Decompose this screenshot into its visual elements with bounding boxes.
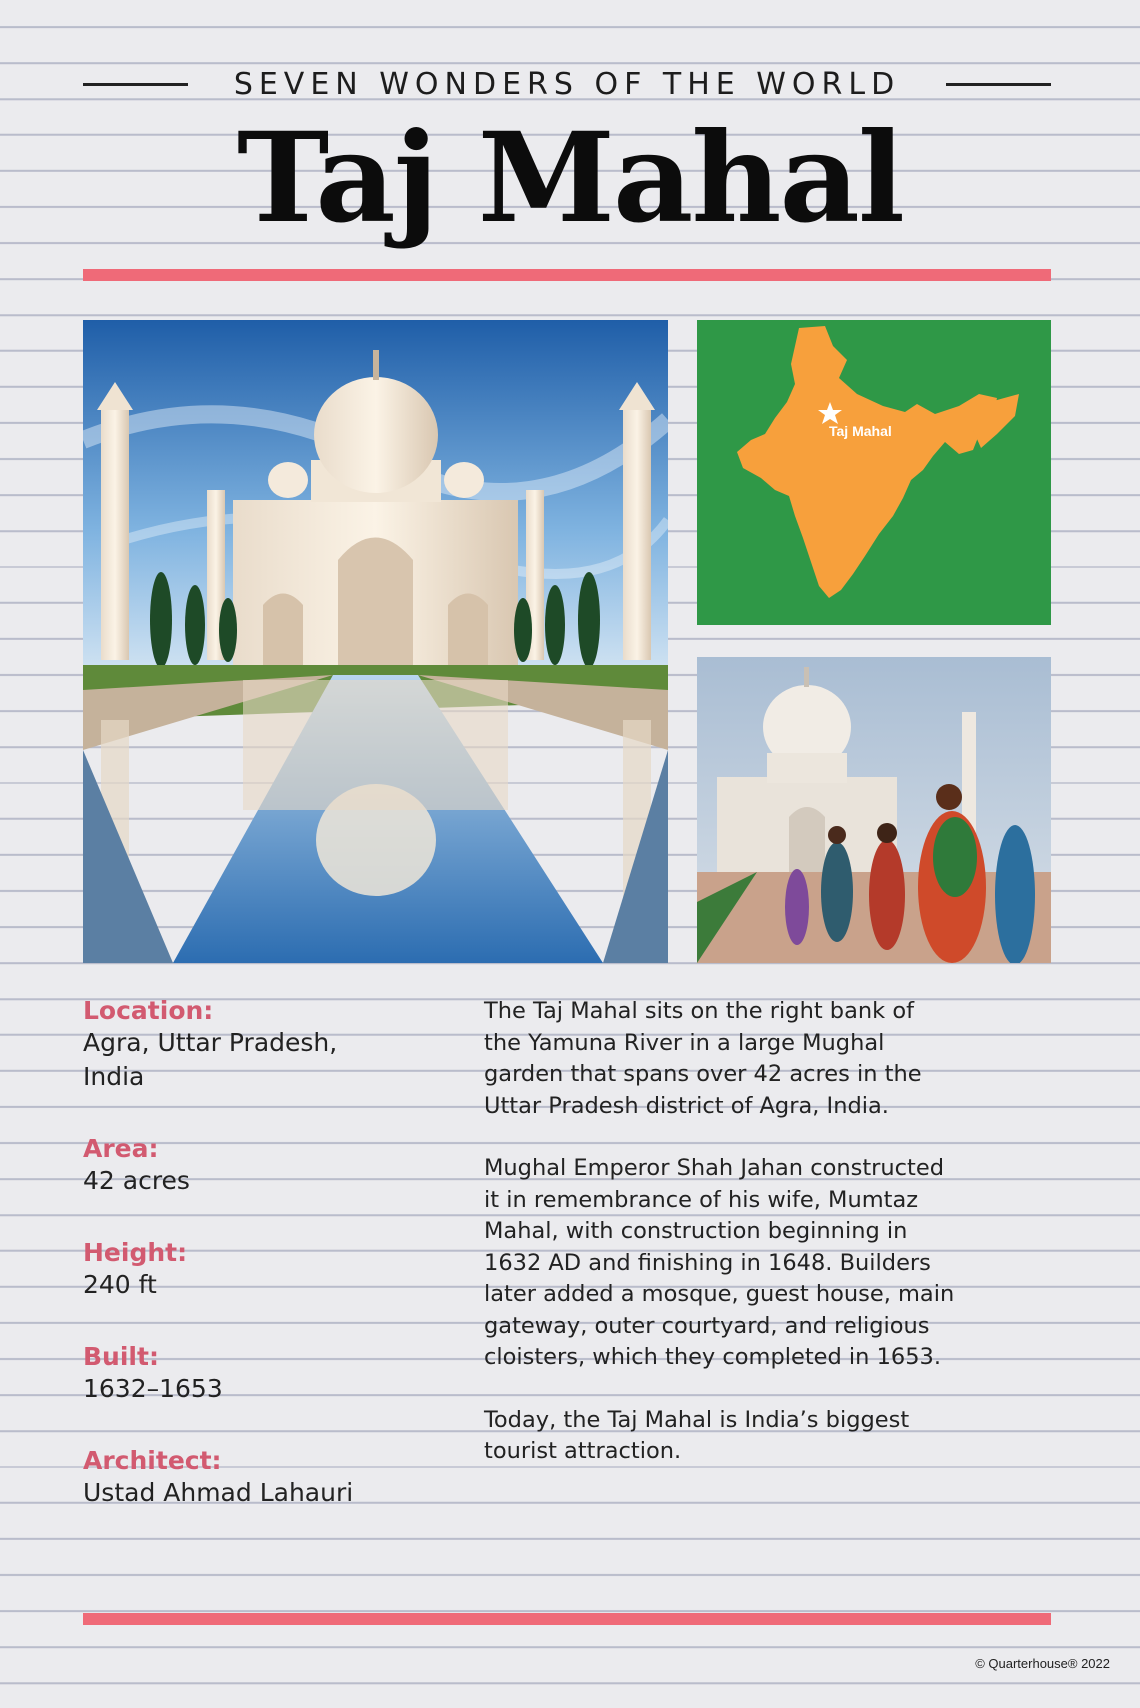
kicker-row: [83, 64, 1051, 104]
kicker-rule-left: [83, 83, 188, 86]
visitors-photo: [697, 657, 1051, 963]
fact-built: [83, 1342, 463, 1406]
fact-value: 240 ft: [83, 1270, 157, 1299]
copyright-notice: © Quarterhouse® 2022: [975, 1656, 1110, 1671]
fact-location: [83, 996, 463, 1094]
description-line: Today, the Taj Mahal is India’s biggest: [484, 1406, 910, 1433]
page-title: Taj Mahal: [237, 106, 903, 251]
description-line: Mahal, with construction beginning in: [484, 1218, 908, 1244]
fact-label: Built:: [83, 1342, 159, 1371]
description-line: the Yamuna River in a large Mughal: [484, 1029, 885, 1056]
description-line: garden that spans over 42 acres in the: [484, 1061, 922, 1087]
accent-rule-top: [83, 269, 1051, 281]
kicker-rule-right: [946, 83, 1051, 86]
description-paragraph: [484, 1153, 1064, 1374]
fact-area: [83, 1134, 463, 1198]
fact-label: Area:: [83, 1134, 159, 1163]
india-landmass: [737, 326, 997, 598]
description-line: 1632 AD and finishing in 1648. Builders: [484, 1249, 931, 1276]
taj-mahal-reflection-photo: [83, 320, 668, 963]
description-line: Uttar Pradesh district of Agra, India.: [484, 1092, 889, 1119]
fact-label: Architect:: [83, 1446, 222, 1475]
description-line: cloisters, which they completed in 1653.: [484, 1344, 941, 1370]
description-line: Mughal Emperor Shah Jahan constructed: [484, 1155, 944, 1181]
description-line: gateway, outer courtyard, and religious: [484, 1312, 930, 1339]
fact-architect: [83, 1446, 463, 1510]
description-line: it in remembrance of his wife, Mumtaz: [484, 1186, 919, 1213]
description-line: later added a mosque, guest house, main: [484, 1281, 955, 1307]
fact-label: Location:: [83, 996, 214, 1025]
fact-label: Height:: [83, 1238, 188, 1267]
description-line: The Taj Mahal sits on the right bank of: [484, 998, 915, 1024]
description-paragraph: [484, 996, 1064, 1122]
description: [484, 996, 1064, 1499]
fact-value: India: [83, 1062, 145, 1091]
fact-value: 42 acres: [83, 1166, 190, 1195]
fact-height: [83, 1238, 463, 1302]
description-paragraph: [484, 1405, 1064, 1468]
fact-value: Ustad Ahmad Lahauri: [83, 1478, 354, 1507]
fact-value: Agra, Uttar Pradesh,: [83, 1028, 338, 1057]
map-marker-label: Taj Mahal: [829, 423, 892, 439]
series-kicker: SEVEN WONDERS OF THE WORLD: [233, 66, 901, 102]
description-line: tourist attraction.: [484, 1438, 682, 1464]
india-location-map: [697, 320, 1051, 625]
accent-rule-bottom: [83, 1613, 1051, 1625]
fact-value: 1632–1653: [83, 1374, 223, 1403]
